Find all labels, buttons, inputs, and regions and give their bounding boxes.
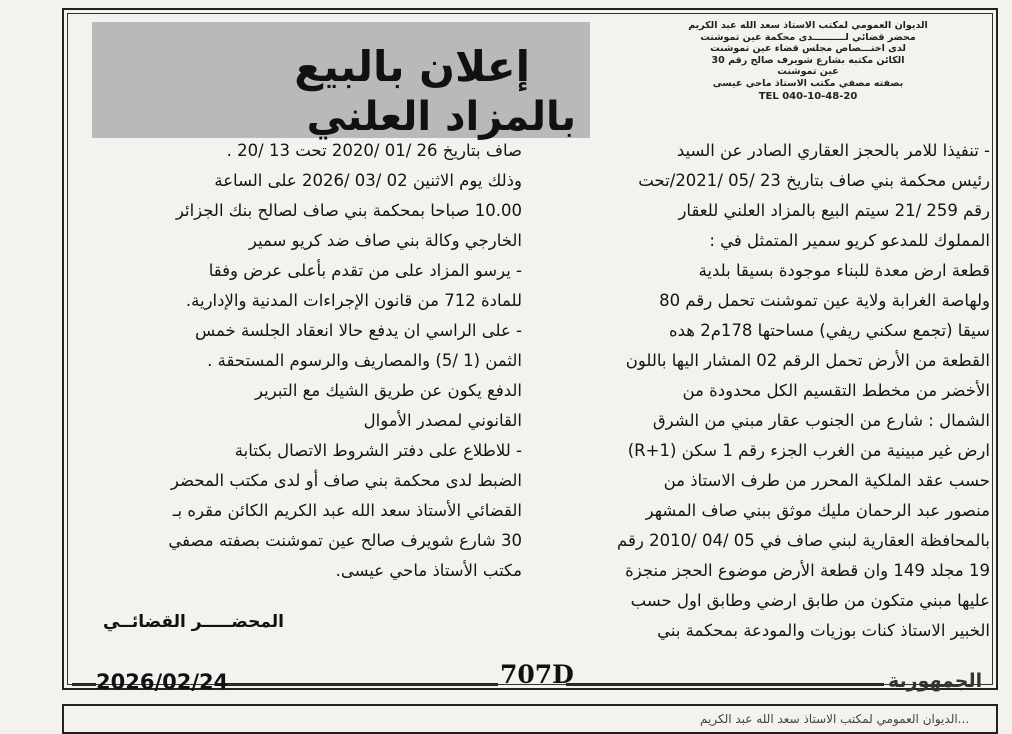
text-line: عليها مبني متكون من طابق ارضي وطابق اول حسب	[630, 591, 990, 610]
text-line: الخارجي وكالة بني صاف ضد كريو سمير	[248, 231, 522, 250]
text-line: رئيس محكمة بني صاف بتاريخ 23 /05 /2021/تحت	[638, 171, 990, 190]
text-line: - تنفيذا للامر بالحجز العقاري الصادر عن السيد	[676, 141, 990, 160]
footer-rule	[220, 683, 498, 686]
text-line: الشمال : شارع من الجنوب عقار مبني من الشرق	[652, 411, 990, 430]
text-line: منصور عبد الرحمان مليك موثق ببني صاف المشهر	[645, 501, 990, 520]
text-line: - للاطلاع على دفتر الشروط الاتصال بكتابة	[234, 441, 522, 460]
text-line: 19 مجلد 149 وان قطعة الأرض موضوع الحجز منجزة	[625, 561, 990, 580]
text-line: القطعة من الأرض تحمل الرقم 02 المشار اليها باللون	[625, 351, 990, 370]
ad-code: 707D	[500, 660, 574, 689]
text-line: مكتب الأستاذ ماحي عيسى.	[335, 561, 522, 580]
text-line: وذلك يوم الاثنين 02 /03 /2026 على الساعة	[214, 171, 522, 190]
office-line: الديوان العمومي لمكتب الاستاذ سعد الله عبد الكريم	[688, 20, 928, 31]
text-line: حسب عقد الملكية المحرر من طرف الاستاذ من	[663, 471, 990, 490]
text-line: الثمن (1 /5) والمصاريف والرسوم المستحقة .	[207, 351, 522, 370]
office-header	[628, 20, 988, 138]
text-line: للمادة 712 من قانون الإجراءات المدنية والإدارية.	[185, 291, 522, 310]
office-line: محضر قضائي لــــــــــدى محكمة عين تموشنت	[700, 31, 916, 43]
ad-title-box	[92, 22, 590, 138]
footer-rule	[566, 683, 884, 686]
text-line: صاف بتاريخ 26 /01 /2020 تحت 13 /20 .	[226, 141, 522, 160]
text-line: بالمحافظة العقارية لبني صاف في 05 /04 /2010 رقم	[617, 531, 990, 550]
footer-rule	[72, 683, 96, 686]
text-line: الدفع يكون عن طريق الشيك مع التبرير	[255, 381, 522, 400]
left-text-column	[78, 136, 522, 586]
text-line: قطعة ارض معدة للبناء موجودة بسيقا بلدية	[698, 261, 990, 280]
ad-title-line1: إعلان بالبيع	[294, 42, 530, 91]
text-line: الأخضر من مخطط التقسيم الكل محدودة من	[682, 381, 990, 400]
text-line: الضبط لدى محكمة بني صاف أو لدى مكتب المحضر	[170, 471, 522, 490]
publication-date: 2026/02/24	[96, 670, 229, 694]
newspaper-name: الجمهورية	[888, 670, 983, 692]
text-line: - يرسو المزاد على من تقدم بأعلى عرض وفقا	[208, 261, 522, 280]
text-line: رقم 259 /21 سيتم البيع بالمزاد العلني للعقار	[678, 201, 990, 220]
text-line: 30 شارع شويرف صالح عين تموشنت بصفته مصفي	[168, 531, 522, 550]
text-line: الخبير الاستاذ كنات بوزيات والمودعة بمحكمة بني	[657, 621, 990, 640]
office-line: عين تموشنت	[777, 66, 839, 77]
text-line: القانوني لمصدر الأموال	[363, 411, 522, 430]
text-line: القضائي الأستاذ سعد الله عبد الكريم الكائن مقره بـ	[172, 501, 522, 520]
next-ad-fragment: ...الديوان العمومي لمكتب الاستاذ سعد الله عبد الكريم	[700, 712, 970, 726]
text-line: المملوك للمدعو كريو سمير المتمثل في :	[709, 231, 990, 250]
ad-title-line2: بالمزاد العلني	[306, 94, 576, 140]
office-line: بصفته مصفي مكتب الاستاذ ماحي عيسى	[712, 77, 904, 89]
office-phone: TEL 040-10-48-20	[758, 91, 858, 102]
office-line: الكائن مكتبه بشارع شويرف صالح رقم 30	[711, 54, 905, 66]
office-line: لدى اختـــصاص مجلس قضاء عين تموشنت	[710, 43, 906, 54]
text-line: ولهاصة الغرابة ولاية عين تموشنت تحمل رقم 80	[659, 291, 990, 310]
text-line: - على الراسي ان يدفع حالا انعقاد الجلسة خمس	[194, 321, 522, 340]
text-line: سيقا (تجمع سكني ريفي) مساحتها 178م2 هده	[668, 321, 990, 340]
right-text-column	[548, 136, 990, 646]
text-line: 10.00 صباحا بمحكمة بني صاف لصالح بنك الجزائر	[175, 201, 522, 220]
text-line: ارض غير مبينية من الغرب الجزء رقم 1 سكن (R+1)	[627, 441, 990, 460]
signature: المحضـــــر القضائــي	[103, 612, 284, 632]
